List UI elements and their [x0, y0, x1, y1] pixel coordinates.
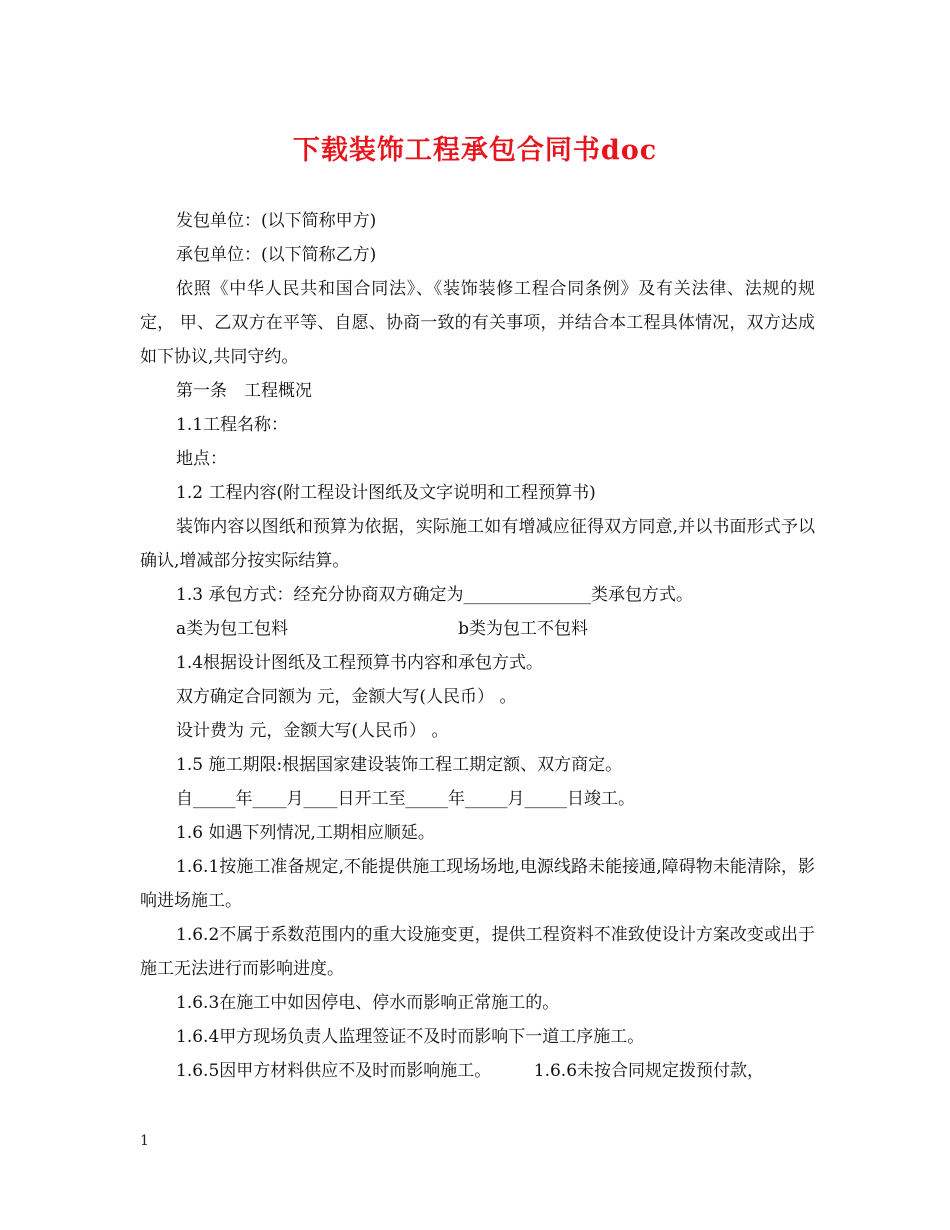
paragraph-clause-1-6-4: 1.6.4甲方现场负责人监理签证不及时而影响下一道工序施工。: [176, 1027, 645, 1047]
document-title: 下载装饰工程承包合同书doc: [292, 135, 658, 166]
paragraph-location: 地点：: [176, 449, 227, 469]
paragraph-employer: 发包单位：(以下简称甲方): [176, 211, 377, 231]
paragraph-dates: 自_____年____月____日开工至_____年_____月_____日竣工。: [176, 789, 635, 809]
document-body: [140, 204, 815, 1088]
paragraph-contract-amount: 双方确定合同额为 元，金额大写(人民币） 。: [176, 687, 517, 707]
paragraph-project-content: 1.2 工程内容(附工程设计图纸及文字说明和工程预算书): [176, 483, 596, 503]
paragraph-clause-1-6-3: 1.6.3在施工中如因停电、停水而影响正常施工的。: [176, 993, 560, 1013]
article-heading: 第一条 工程概况: [176, 381, 312, 401]
page-number: 1: [140, 1133, 149, 1149]
paragraph-preamble: 依照《中华人民共和国合同法》、《装饰装修工程合同条例》及有关法律、法规的规定， 甲、乙双方在平等、自愿、协商一致的有关事项，并结合本工程具体情况，双方达成如下协议,共同守约。: [140, 279, 815, 367]
paragraph-method-types: a类为包工包料 b类为包工不包料: [176, 619, 589, 639]
paragraph-clause-1-6-1: 1.6.1按施工准备规定,不能提供施工现场场地,电源线路未能接通,障碍物未能清除，影响进场施工。: [140, 857, 815, 911]
paragraph-extension: 1.6 如遇下列情况,工期相应顺延。: [176, 823, 435, 843]
paragraph-contract-method: 1.3 承包方式：经充分协商双方确定为_______________类承包方式。: [176, 585, 693, 605]
paragraph-contractor: 承包单位：(以下简称乙方): [176, 245, 377, 265]
paragraph-basis: 1.4根据设计图纸及工程预算书内容和承包方式。: [176, 653, 544, 673]
paragraph-project-name: 1.1工程名称：: [176, 415, 289, 435]
paragraph-decoration-content: 装饰内容以图纸和预算为依据，实际施工如有增减应征得双方同意,并以书面形式予以确认,增减部分按实际结算。: [140, 517, 815, 571]
paragraph-duration: 1.5 施工期限:根据国家建设装饰工程工期定额、双方商定。: [176, 755, 623, 775]
paragraph-design-fee: 设计费为 元，金额大写(人民币） 。: [176, 721, 449, 741]
paragraph-clause-1-6-2: 1.6.2不属于系数范围内的重大设施变更，提供工程资料不准致使设计方案改变或出于施工无法进行而影响进度。: [140, 925, 815, 979]
paragraph-clause-1-6-5: 1.6.5因甲方材料供应不及时而影响施工。 1.6.6未按合同规定拨预付款，: [176, 1061, 765, 1081]
